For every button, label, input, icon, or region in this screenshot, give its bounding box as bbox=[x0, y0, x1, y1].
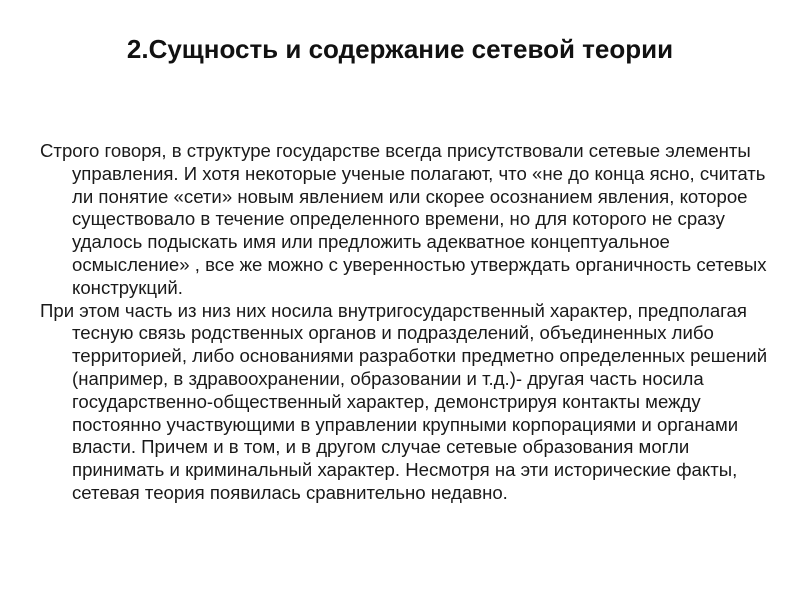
slide-title: 2.Сущность и содержание сетевой теории bbox=[126, 34, 674, 64]
paragraph-1: Строго говоря, в структуре государстве всегда присутствовали сетевые элементы управления. И хотя некоторые ученые полагают, что «не до конца ясно, считать ли понятие «сети» новым явлением или скорее осознанием явления, которое существовало в течение определенного времени, но для которого не сразу удалось подыскать имя или предложить адекватное концептуальное осмысление» , все же можно с уверенностью утверждать органичность сетевых конструкций. bbox=[40, 140, 767, 298]
paragraph-2: При этом часть из низ них носила внутригосударственный характер, предполагая тесную связь родственных органов и подразделений, объединенных либо территорией, либо основаниями разработки предметно определенных решений (например, в здравоохранении, образовании и т.д.)- другая часть носила государственно-общественный характер, демонстрируя контакты между постоянно участвующими в управлении крупными корпорациями и органами власти. Причем и в том, и в другом случае сетевые образования могли принимать и криминальный характер. Несмотря на эти исторические факты, сетевая теория появилась сравнительно недавно. bbox=[40, 299, 768, 503]
slide-body bbox=[40, 140, 768, 505]
